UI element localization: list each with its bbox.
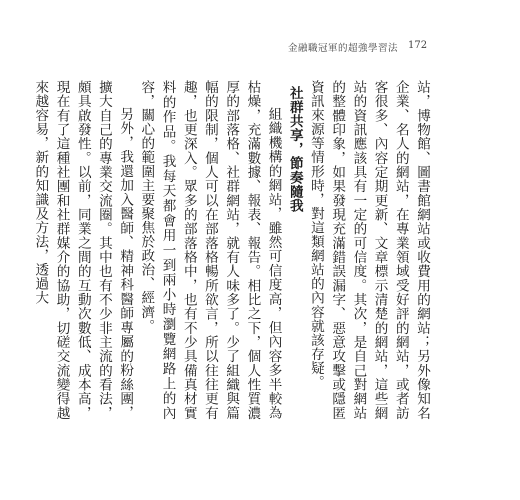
body-paragraph: 站，博物館、圖書館網站或收費用的網站；另外像知名企業、名人的網站，在專業領域受好評的網站，或者訪客很多、內容定期更新、文章標示清楚的網站，這些網站的資訊應該具有一定的可信度。其次，是自己對網站的整體印象，如果發現充滿錯誤漏字、惡意攻擊或隱匿資訊來源等情形時，對這類網站的內容就該存疑。 <box>307 80 430 420</box>
body-paragraph: 組織機構的網站，雖然可信度高，但內容多半較為枯燥，充滿數據、報表、報告。相比之下，個人性質濃厚的部落格、社群網站，就有人味多了。少了組織與篇幅的限制，個人可以在部落格暢所欲言，所以往往更有趣，也更深入。眾多的部落格中，也有不少具備真材實料的作品。我每天都會用一到兩小時瀏覽網路上的內容，關心的範圍主要聚焦於政治、經濟。 <box>138 80 282 420</box>
page-number: 172 <box>408 40 428 51</box>
vertical-text-body <box>32 80 432 420</box>
running-header-title: 金融職冠軍的超強學習法 <box>288 43 399 54</box>
body-paragraph: 另外，我還加入醫師、精神科醫師專屬的粉絲團，擴大自己的專業交流圈。其中也有不少非主流的看法，頗具啟發性。以前，同業之間的互動次數低、成本高，現在有了這種社團和社群媒介的協助，切磋交流變得越來越容易，新的知識及方法，透過大 <box>32 80 134 420</box>
section-heading: 社群共享，節奏隨我 <box>286 86 303 213</box>
